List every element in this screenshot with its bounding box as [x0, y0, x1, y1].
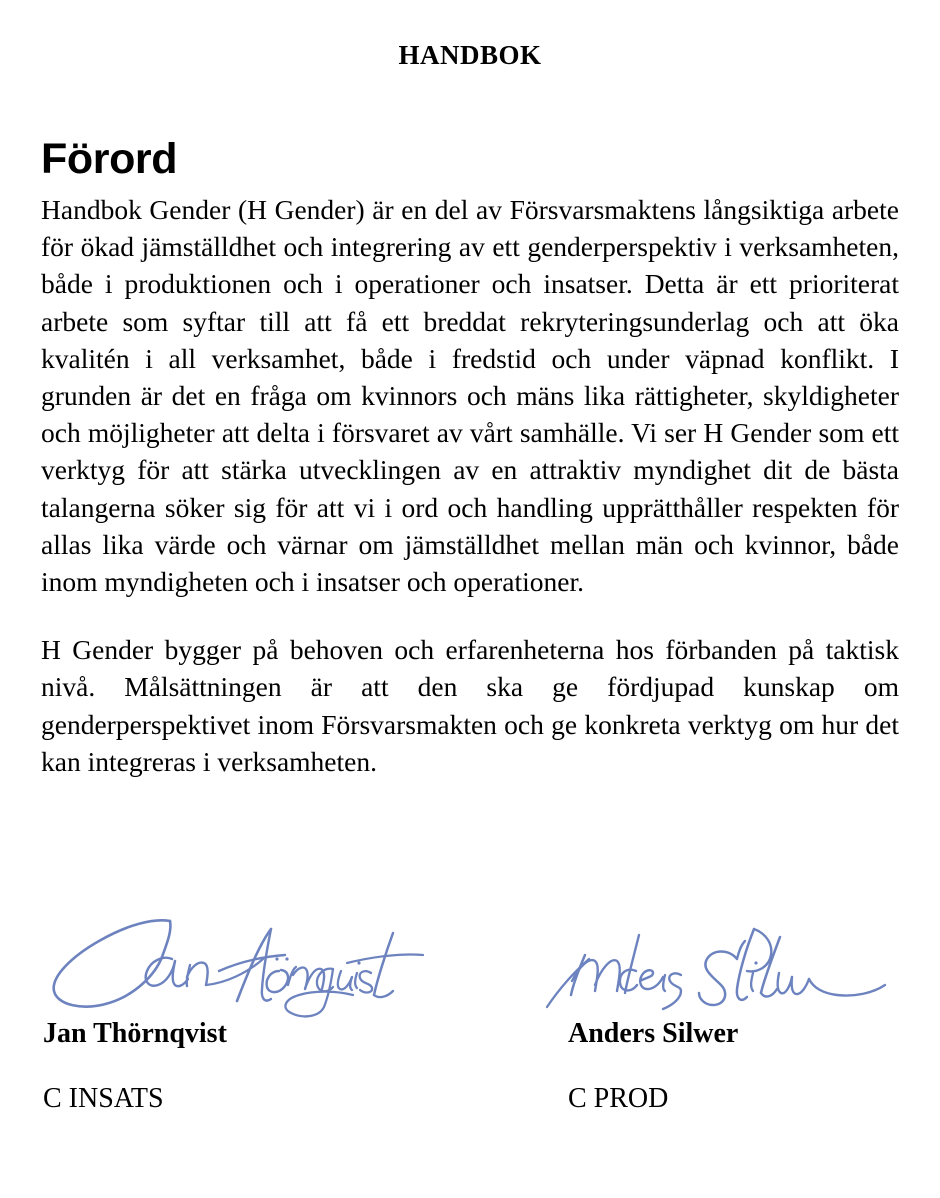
- signatory-right: [541, 915, 921, 1113]
- handwritten-signature-icon: [541, 915, 921, 1020]
- page-title: Förord: [41, 134, 178, 183]
- signatory-title: C INSATS: [43, 1083, 164, 1114]
- signatory-left: [41, 915, 511, 1113]
- signatory-name: Jan Thörnqvist: [43, 1018, 227, 1049]
- running-head: HANDBOK: [398, 40, 542, 70]
- signature-block: [0, 915, 940, 1165]
- signatory-name: Anders Silwer: [568, 1018, 739, 1049]
- body-paragraph-1: Handbok Gender (H Gender) är en del av Försvarsmaktens långsiktiga arbete för ökad jämställdhet och integrering av ett genderperspektiv i verksamheten, både i produktionen och i operationer och insatser. Detta är ett prioriterat arbete som syftar till att få ett breddat rekryteringsunderlag och att öka kvalitén i all verksamhet, både i fredstid och under väpnad konflikt. I grunden är det en fråga om kvinnors och mäns lika rättigheter, skyldigheter och möjligheter att delta i försvaret av vårt samhälle. Vi ser H Gender som ett verktyg för att stärka utvecklingen av en attraktiv myndighet dit de bästa talangerna söker sig för att vi i ord och handling upprätthåller respekten för allas lika värde och värnar om jämställdhet mellan män och kvinnor, både inom myndigheten och i insatser och operationer.: [41, 194, 899, 598]
- body-text-column: [41, 191, 899, 780]
- signatory-title: C PROD: [568, 1083, 669, 1114]
- body-paragraph-2: H Gender bygger på behoven och erfarenheterna hos förbanden på taktisk nivå. Målsättningen är att den ska ge fördjupad kunskap om genderperspektivet inom Försvarsmakten och ge konkreta verktyg om hur det kan integreras i verksamheten.: [41, 634, 899, 777]
- handwritten-signature-icon: [41, 915, 511, 1020]
